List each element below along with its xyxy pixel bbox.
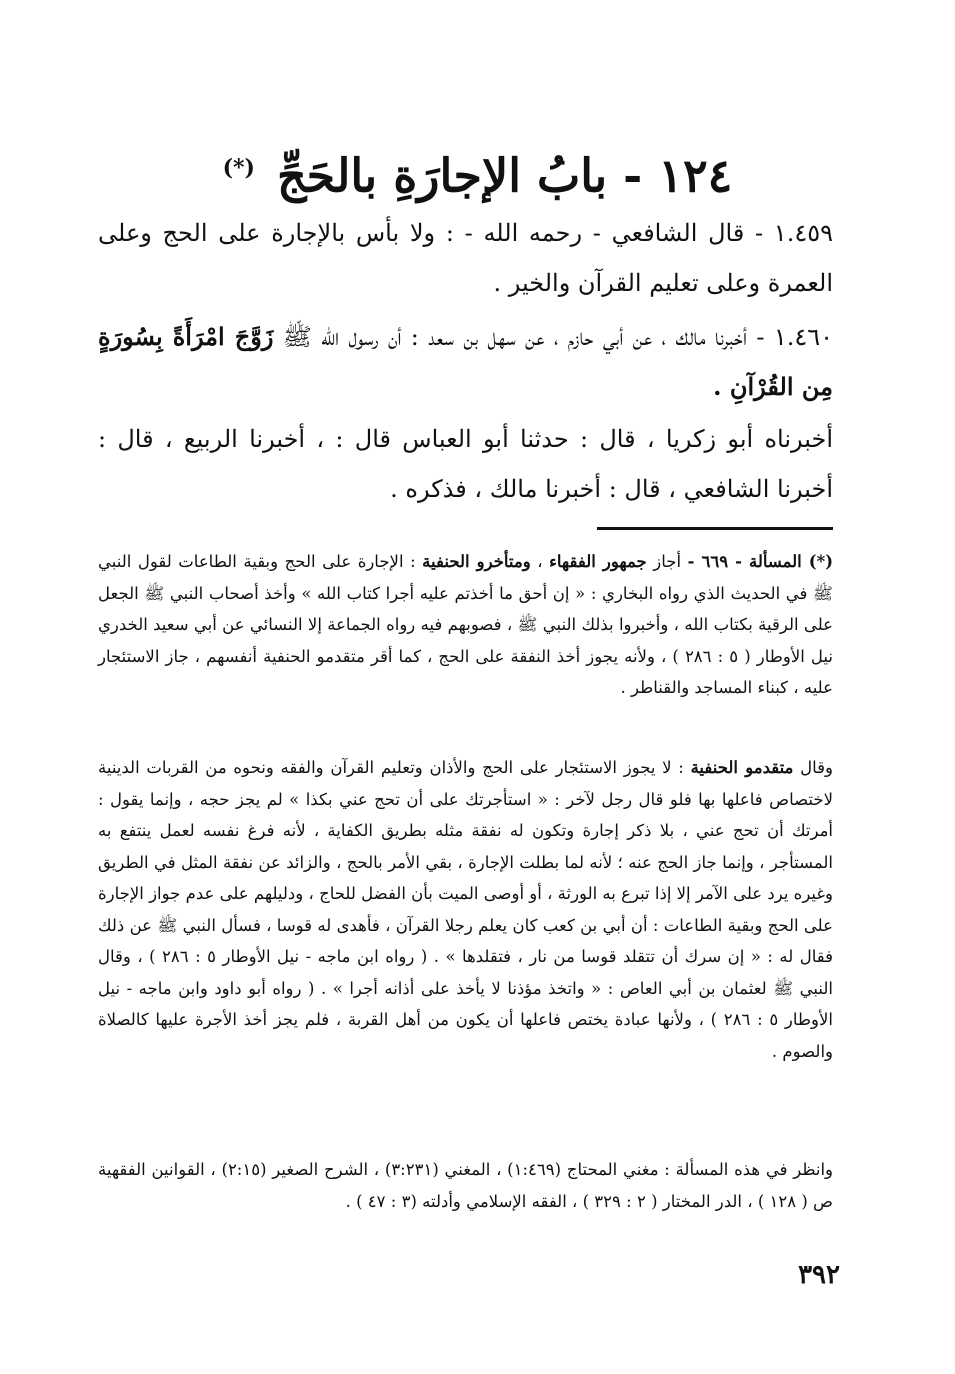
paragraph-460 — [98, 312, 833, 412]
footnote-1-bold-1: جمهور الفقهاء — [549, 552, 647, 571]
page-number: ٣٩٢ — [798, 1260, 840, 1290]
footnote-2-bold: متقدمو الحنفية — [690, 758, 794, 777]
paragraph-459-text: ١.٤٥٩ - قال الشافعي - رحمه الله - : ولا بأس بالإجارة على الحج وعلى العمرة وعلى تعليم القرآن والخير . — [98, 219, 833, 297]
chapter-dash: - — [623, 148, 643, 203]
chapter-name: بابُ الإجارَةِ بالحَجِّ — [276, 148, 608, 203]
footnote-1-text: : الإجارة على الحج وبقية الطاعات لقول النبي ﷺ في الحديث الذي رواه البخاري : « إن أحق ما أخذتم عليه أجرا كتاب الله » وأخذ أصحاب النبي ﷺ الجعل على الرقية بكتاب الله ، وأخبروا بذلك النبي ﷺ ، فصوبهم فيه رواه الجماعة إلا النسائي عن أبي سعيد الخدري نيل الأوطار ( ٥ : ٢٨٦ ) ، ولأنه يجوز أخذ النفقة على الحج ، كما أقر متقدمو الحنفية أنفسهم ، جاز الاستئجار عليه ، كبناء المساجد والقناطر . — [98, 552, 833, 697]
footnote-2 — [98, 752, 833, 1067]
footnote-2-text: : لا يجوز الاستئجار على الحج والأذان وتعليم القرآن والفقه ونحوه من القربات الدينية لاختصاص فاعلها بها فلو قال رجل لآخر : « استأجرتك على أن تحج عني بكذا » لم يجز حجه ، وإنما يقول : أمرتك أن تحج عني ، بلا ذكر إجارة وتكون له نفقة مثله بطريق الكفاية ، لأنه فرغ نفسه لعمل ينتفع به المستأجر ، وإنما جاز الحج عنه ؛ لأنه لما بطلت الإجارة ، بقي الأمر بالحج ، والزائد عن نفقة المثل في الطريق وغيره يرد على الآمر إلا إذا تبرع به الورثة ، أو أوصى الميت بأن الفضل للحاج ، ودليلهم على عدم جواز الإجارة على الحج وبقية الطاعات : أن أبي بن كعب كان يعلم رجلا القرآن ، فأهدى له قوسا ، فسأل النبي ﷺ عن ذلك فقال له : « إن سرك أن تتقلد قوسا من نار ، فتقلدها » . ( رواه ابن ماجه - نيل الأوطار ٥ : ٢٨٦ ) ، وقال النبي ﷺ لعثمان بن أبي العاص : « واتخذ مؤذنا لا يأخذ على أذانه أجرا » . ( رواه أبو داود وابن ماجه - نيل الأوطار ٥ : ٢٨٦ ) ، ولأنها عبادة يختص فاعلها أن يكون من أهل القربة ، فلم يجز أخذ الأجرة عليها كالصلاة والصوم . — [98, 758, 833, 1061]
narration-chain — [98, 414, 833, 514]
footnote-2-body — [98, 752, 833, 1067]
footnote-1-bold-2: ومتأخرو الحنفية — [422, 552, 531, 571]
chapter-number: ١٢٤ — [658, 148, 733, 203]
footnote-marker: (*) — [222, 155, 255, 181]
footnote-1-lead: أجاز — [653, 552, 682, 571]
footnote-3 — [98, 1154, 833, 1217]
footnote-1 — [98, 546, 833, 704]
narration-chain-text: أخبرناه أبو زكريا ، قال : حدثنا أبو العباس قال : ، أخبرنا الربيع ، قال : أخبرنا الشافعي ، قال : أخبرنا مالك ، فذكره . — [98, 425, 833, 503]
hadith-quote: زَوَّجَ امْرَأَةً بِسُورَةٍ مِن القُرْآنِ . — [98, 322, 833, 401]
footnote-1-mark: (*) المسألة - ٦٦٩ - — [687, 552, 834, 571]
chapter-title — [150, 138, 805, 205]
paragraph-459 — [98, 208, 833, 308]
paragraph-460-text: ١.٤٦٠ - أخبرنا مالك ، عن أبي حازم ، عن سهل بن سعد : أن رسول الله ﷺ — [282, 323, 834, 351]
footnote-3-text: وانظر في هذه المسألة : مغني المحتاج (١:٤٦٩) ، المغني (٣:٢٣١) ، الشرح الصغير (٢:١٥) ، القوانين الفقهية ص ( ١٢٨ ) ، الدر المختار ( ٢ : ٣٢٩ ) ، الفقه الإسلامي وأدلته (٣ : ٤٧ ) . — [98, 1160, 834, 1211]
footnote-1-sep: ، — [537, 552, 543, 571]
footnote-2-lead: وقال — [800, 758, 833, 777]
footnote-separator — [597, 527, 833, 530]
paragraph-460-body — [98, 312, 833, 412]
footnote-1-body — [98, 546, 833, 704]
